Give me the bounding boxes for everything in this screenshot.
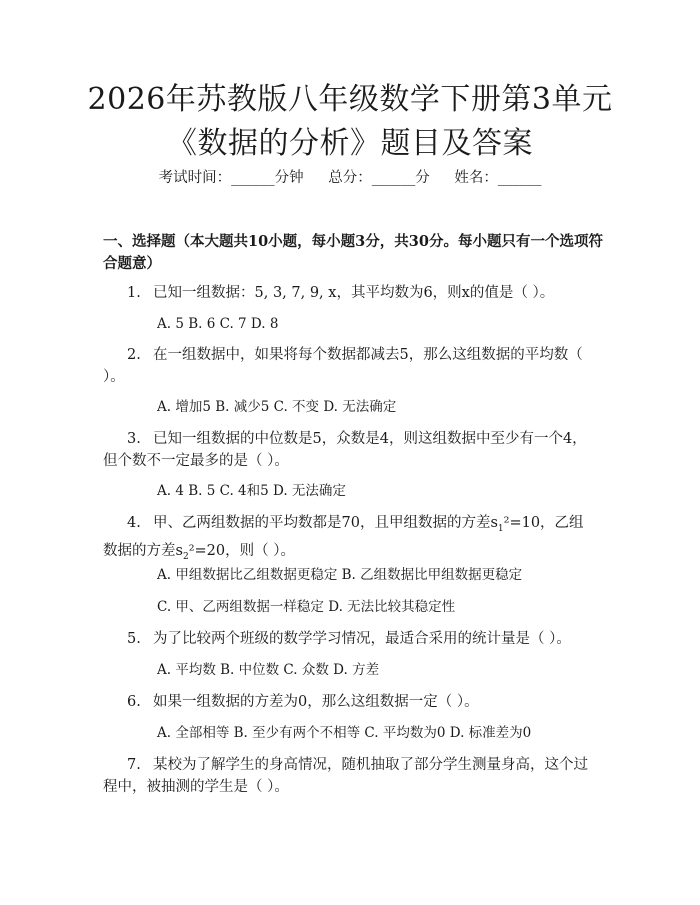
student-name: 姓名：______ — [454, 170, 542, 186]
question-text-c: ²=20，则（ ）。 — [188, 542, 295, 559]
question-text: 某校为了解学生的身高情况，随机抽取了部分学生测量身高，这个过程中，被抽测的学生是（ ）。 — [103, 757, 588, 795]
question-3-options: A. 4 B. 5 C. 4和5 D. 无法确定 — [157, 483, 346, 499]
question-text: 已知一组数据的中位数是5，众数是4，则这组数据中至少有一个4，但个数不一定最多的是（ ）。 — [103, 431, 587, 469]
question-4 — [103, 512, 597, 568]
page-title: 2026年苏教版八年级数学下册第3单元《数据的分析》题目及答案 — [87, 82, 613, 161]
question-7 — [103, 754, 597, 798]
question-text: 在一组数据中，如果将每个数据都减去5，那么这组数据的平均数（ ）。 — [103, 347, 583, 385]
question-number: 3. — [127, 431, 141, 447]
question-number: 5. — [127, 631, 141, 647]
question-4-options-line-1: A. 甲组数据比乙组数据更稳定 B. 乙组数据比甲组数据更稳定 — [157, 567, 523, 583]
question-1 — [103, 282, 597, 304]
question-text-b: ²=10，乙组数据的方差s — [103, 515, 584, 559]
question-number: 2. — [127, 347, 141, 363]
question-4-options-line-2: C. 甲、乙两组数据一样稳定 D. 无法比较其稳定性 — [157, 599, 456, 615]
question-number: 4. — [127, 515, 141, 531]
question-5-options: A. 平均数 B. 中位数 C. 众数 D. 方差 — [157, 662, 380, 678]
question-5 — [103, 628, 597, 650]
question-6-options: A. 全部相等 B. 至少有两个不相等 C. 平均数为0 D. 标准差为0 — [157, 725, 532, 741]
question-number: 7. — [127, 757, 141, 773]
question-2 — [103, 344, 597, 388]
section-heading: 一、选择题（本大题共10小题，每小题3分，共30分。每小题只有一个选项符合题意） — [103, 233, 603, 272]
subscript-1: 1 — [497, 523, 504, 534]
question-2-options: A. 增加5 B. 减少5 C. 不变 D. 无法确定 — [157, 399, 397, 415]
subscript-2: 2 — [182, 551, 189, 562]
total-score: 总分：______分 — [328, 170, 430, 186]
question-number: 6. — [127, 694, 141, 710]
question-text: 已知一组数据：5, 3, 7, 9, x，其平均数为6，则x的值是（ ）。 — [153, 285, 555, 301]
question-1-options: A. 5 B. 6 C. 7 D. 8 — [157, 316, 279, 332]
question-3 — [103, 428, 597, 472]
question-text: 为了比较两个班级的数学学习情况，最适合采用的统计量是（ ）。 — [153, 631, 571, 647]
exam-info — [0, 168, 700, 188]
exam-time: 考试时间：______分钟 — [158, 170, 304, 186]
question-text-a: 甲、乙两组数据的平均数都是70，且甲组数据的方差s — [153, 515, 498, 531]
question-6 — [103, 691, 597, 713]
question-number: 1. — [127, 285, 141, 301]
question-text: 如果一组数据的方差为0，那么这组数据一定（ ）。 — [153, 694, 479, 710]
